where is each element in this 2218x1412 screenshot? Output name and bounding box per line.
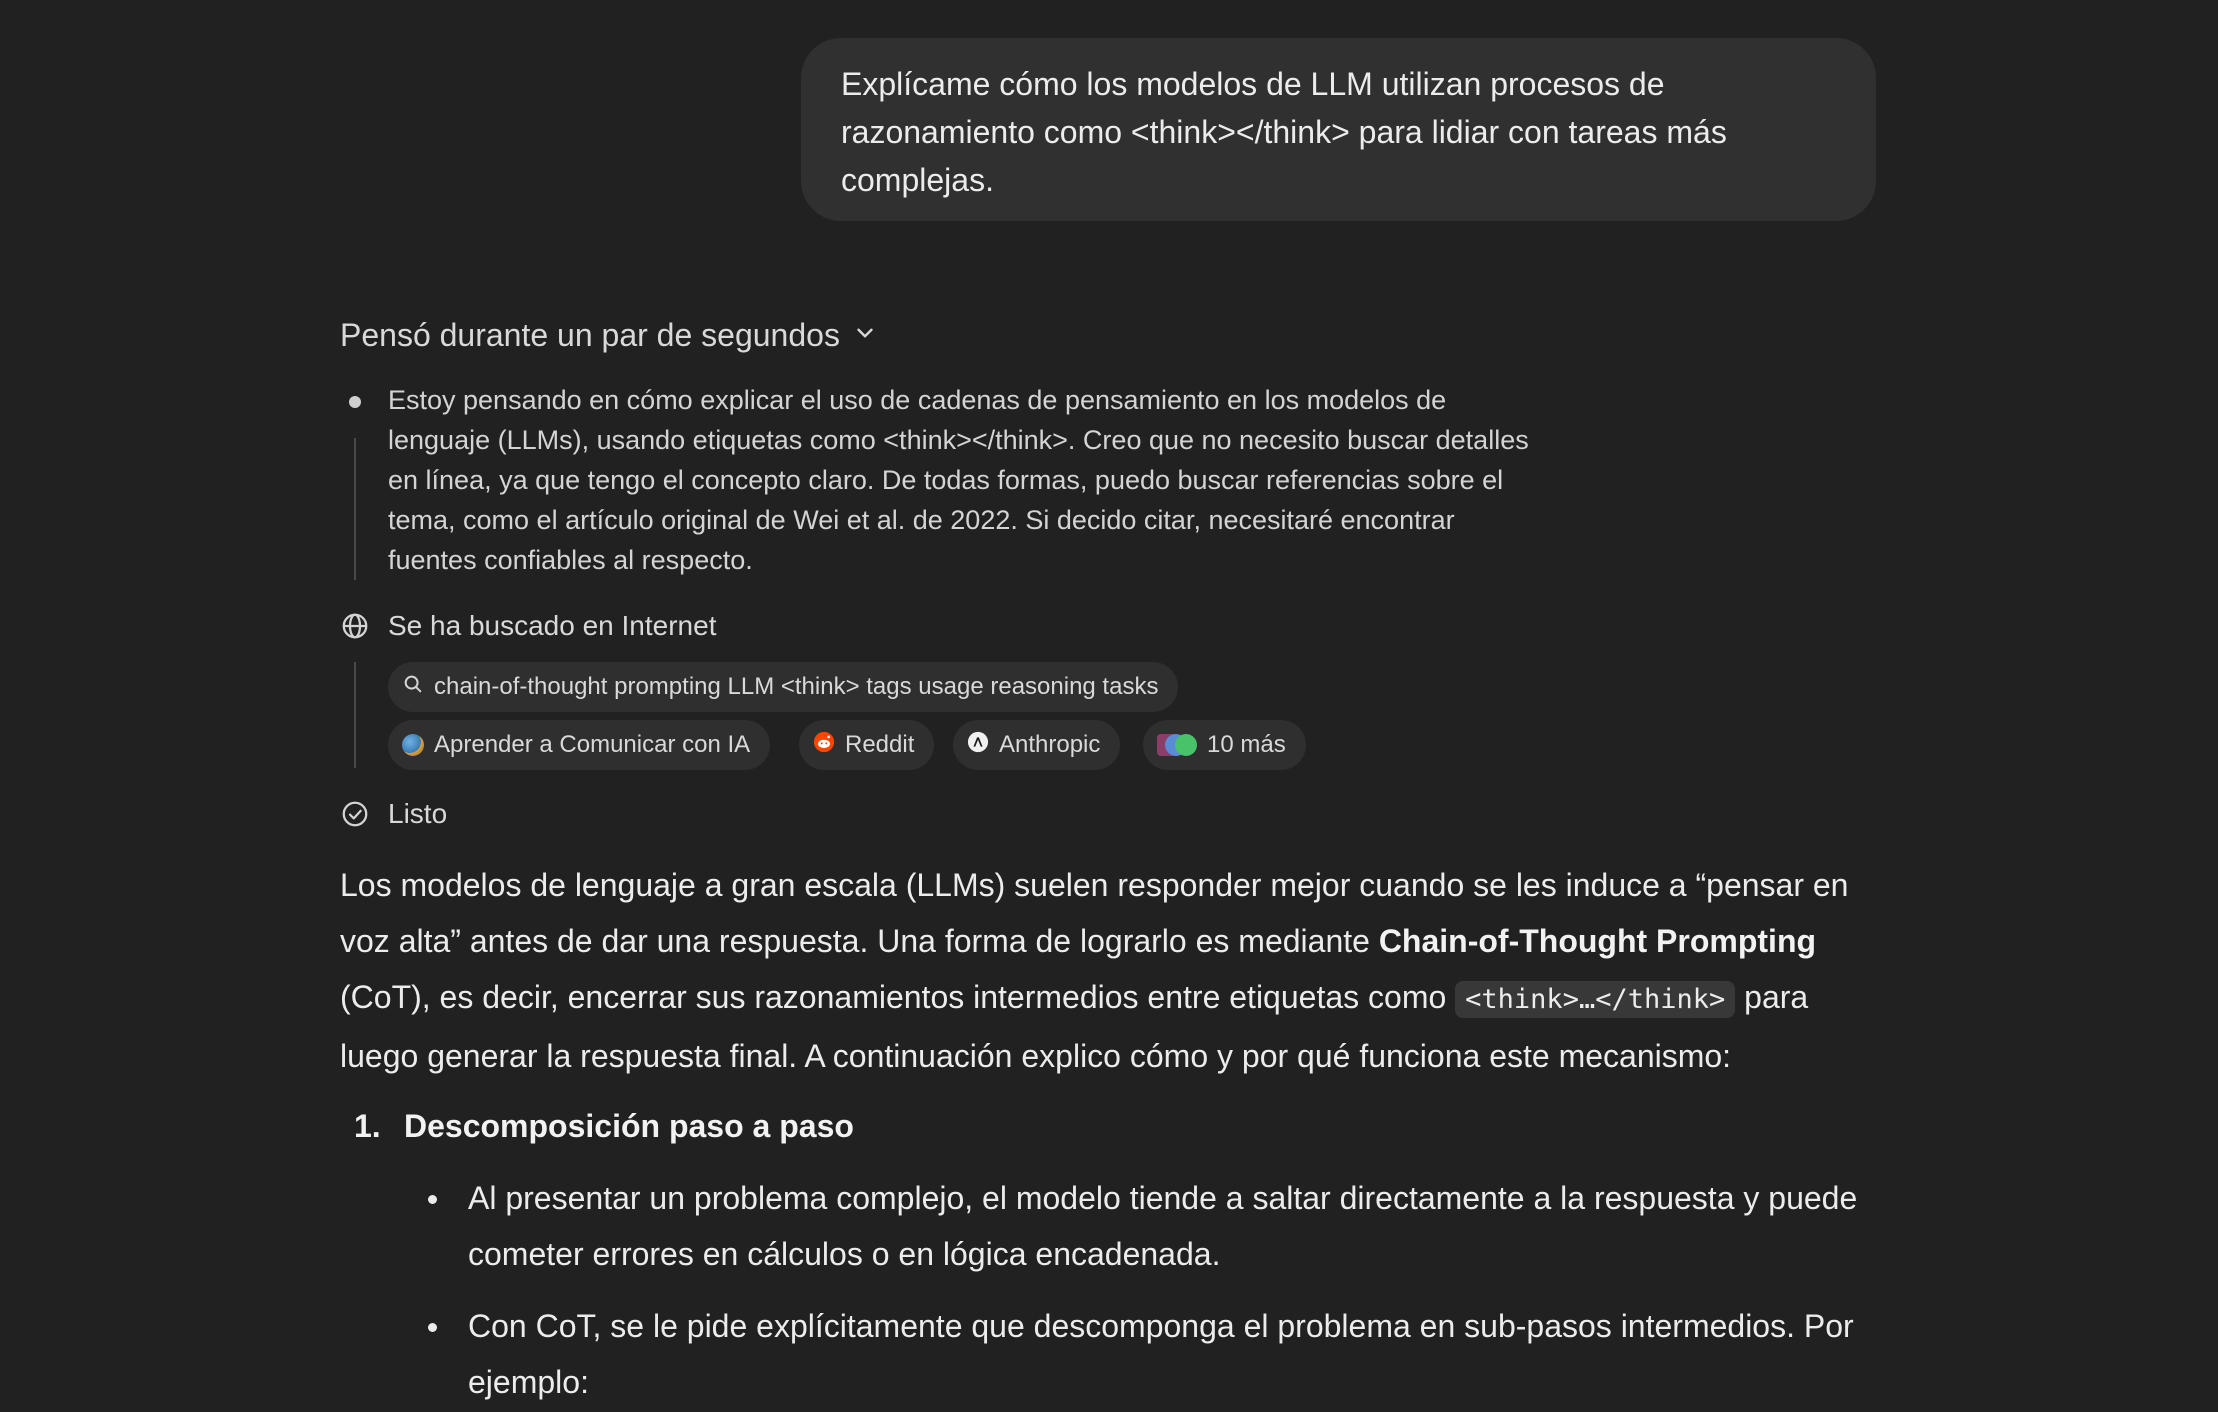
search-query-text: chain-of-thought prompting LLM <think> tags usage reasoning tasks [434, 673, 1159, 700]
thinking-step-text: Estoy pensando en cómo explicar el uso de cadenas de pensamiento en los modelos de lenguaje (LLMs), usando etiquetas como <think></think>. Creo que no necesito buscar detalles en línea, ya que tengo el concepto claro. De todas formas, puedo buscar referencias sobre el tema, como el artículo original de Wei et al. de 2022. Si decido citar, necesitaré encontrar fuentes confiables al respecto. [388, 385, 1529, 575]
source-chip-more[interactable] [1143, 720, 1306, 770]
source-chip-reddit[interactable] [799, 720, 934, 770]
source-label: Reddit [845, 731, 915, 758]
thinking-step-line [354, 438, 356, 580]
list-item-title-text: Descomposición paso a paso [404, 1108, 854, 1144]
thinking-toggle[interactable] [340, 312, 878, 358]
inline-code: <think>…</think> [1455, 981, 1735, 1018]
reddit-favicon-icon [813, 731, 835, 760]
search-icon [402, 673, 424, 702]
source-chip-aprender[interactable] [388, 720, 770, 770]
list-item-title [354, 1098, 854, 1154]
chevron-down-icon [852, 312, 878, 358]
user-message-text: Explícame cómo los modelos de LLM utilizan procesos de razonamiento como <think></think> para lidiar con tareas más complejas. [841, 66, 1727, 198]
answer-text: (CoT), es decir, encerrar sus razonamientos intermedios entre etiquetas como [340, 979, 1456, 1015]
answer-bold-term: Chain-of-Thought Prompting [1378, 923, 1817, 959]
source-chip-anthropic[interactable] [953, 720, 1120, 770]
bullet-item: Con CoT, se le pide explícitamente que descomponga el problema en sub-pasos intermedios. Por ejemplo: [468, 1298, 1888, 1410]
stacked-favicons-icon [1157, 734, 1197, 756]
source-label: Anthropic [999, 731, 1101, 758]
search-step-line [354, 662, 356, 768]
done-label: Listo [388, 798, 448, 829]
search-step-title: Se ha buscado en Internet [388, 610, 717, 641]
answer-text: para luego generar la respuesta final. A continuación explico cómo y por qué funciona este mecanismo: [340, 979, 1809, 1074]
check-circle-icon [340, 799, 370, 829]
user-message-bubble [801, 38, 1876, 221]
globe-favicon-icon [402, 734, 424, 756]
globe-icon [340, 611, 370, 641]
search-query-chip[interactable] [388, 662, 1178, 712]
source-label: Aprender a Comunicar con IA [434, 731, 751, 758]
answer-text: Los modelos de lenguaje a gran escala (LLMs) suelen responder mejor cuando se les induce a “pensar en voz alta” antes de dar una respuesta. Una forma de lograrlo es mediante [340, 867, 1849, 959]
list-item-number: 1. [354, 1108, 381, 1144]
bullet-item: Al presentar un problema complejo, el modelo tiende a saltar directamente a la respuesta y puede cometer errores en cálculos o en lógica encadenada. [468, 1170, 1888, 1282]
thinking-step-dot [349, 396, 361, 408]
assistant-answer-paragraph [340, 857, 1880, 1084]
thinking-header-label: Pensó durante un par de segundos [340, 317, 840, 353]
anthropic-favicon-icon [967, 731, 989, 760]
source-label: 10 más [1207, 731, 1286, 758]
